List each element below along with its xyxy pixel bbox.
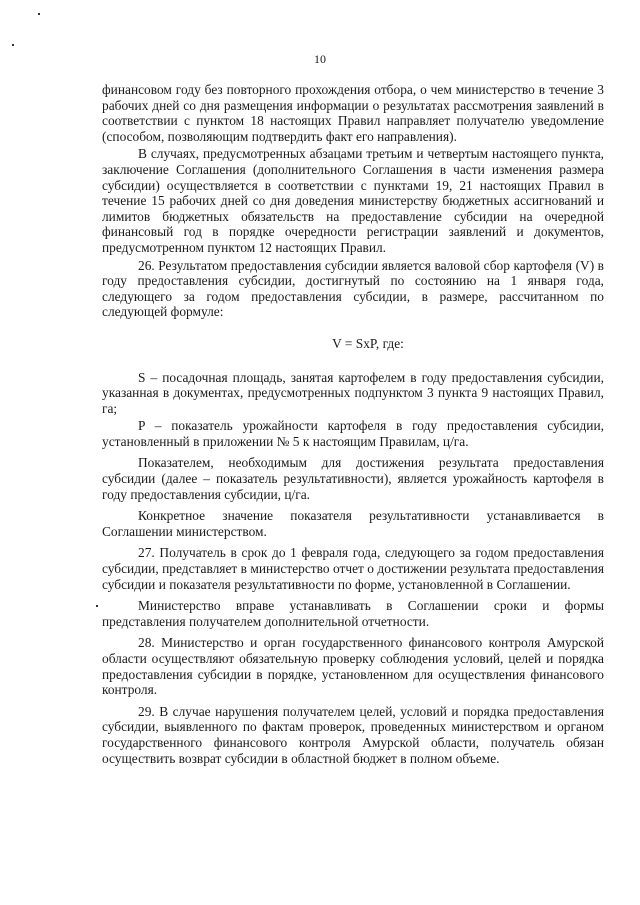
paragraph-indicator-value: Конкретное значение показателя результативности устанавливается в Соглашении министерством. — [102, 508, 604, 539]
paragraph-additional-reporting: Министерство вправе устанавливать в Соглашении сроки и формы представления получателем дополнительной отчетности. — [102, 598, 604, 629]
paragraph-item-29: 29. В случае нарушения получателем целей, условий и порядка предоставления субсидии, выявленного по фактам проверок, проведенных министерством и органом государственного финансового контроля Амурской области, получатель обязан осуществить возврат субсидии в областной бюджет в полном объеме. — [102, 703, 604, 766]
paragraph-agreement-conclusion: В случаях, предусмотренных абзацами третьим и четвертым настоящего пункта, заключение Соглашения (дополнительного Соглашения в части изменения размера субсидии) осуществляется в соответствии с пунктами 19, 21 настоящих Правил в течение 15 рабочих дней со дня доведения министерству бюджетных ассигнований и лимитов бюджетных обязательств на предоставление субсидии на очередной финансовый год в порядке очередности регистрации заявлений и документов, предусмотренном пунктом 12 настоящих Правил. — [102, 146, 604, 255]
paragraph-item-27: 27. Получатель в срок до 1 февраля года, следующего за годом предоставления субсидии, представляет в министерство отчет о достижении результата предоставления субсидии и показателя результативности по форме, установленной в Соглашении. — [102, 545, 604, 592]
document-body — [102, 82, 604, 768]
scan-speck — [96, 605, 98, 607]
paragraph-performance-indicator: Показателем, необходимым для достижения результата предоставления субсидии (далее – показатель результативности), является урожайность картофеля в году предоставления субсидии, ц/га. — [102, 455, 604, 502]
scan-speck — [12, 44, 14, 46]
paragraph-continuation: финансовом году без повторного прохождения отбора, о чем министерство в течение 3 рабочих дней со дня размещения информации о результатах рассмотрения заявлений в соответствии с пунктом 18 настоящих Правил направляет получателю уведомление (способом, позволяющим подтвердить факт его направления). — [102, 82, 604, 144]
scan-speck — [38, 13, 40, 15]
page-number: 10 — [314, 52, 326, 66]
definition-p: P – показатель урожайности картофеля в году предоставления субсидии, установленный в приложении № 5 к настоящим Правилам, ц/га. — [102, 418, 604, 449]
paragraph-item-26: 26. Результатом предоставления субсидии является валовой сбор картофеля (V) в году предоставления субсидии, достигнутый по состоянию на 1 января года, следующего за годом предоставления субсидии, в размере, рассчитанном по следующей формуле: — [102, 257, 604, 320]
formula: V = SxP, где: — [332, 335, 404, 351]
definition-s: S – посадочная площадь, занятая картофелем в году предоставления субсидии, указанная в документах, предусмотренных подпунктом 3 пункта 9 настоящих Правил, га; — [102, 369, 604, 416]
paragraph-item-28: 28. Министерство и орган государственного финансового контроля Амурской области осуществляют обязательную проверку соблюдения условий, целей и порядка предоставления субсидии в порядке, установленном для осуществления финансового контроля. — [102, 635, 604, 698]
